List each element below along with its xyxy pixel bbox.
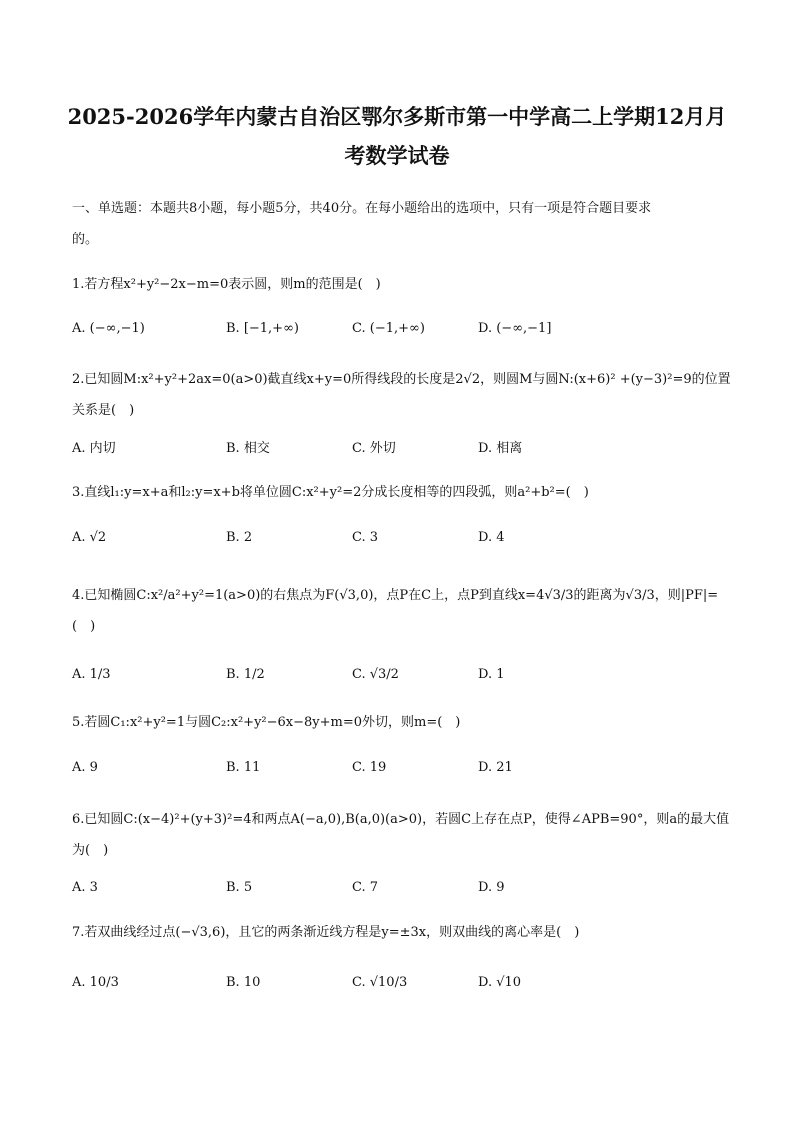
question-7-option-c: C. √10/3	[352, 975, 408, 990]
question-7-option-d: D. √10	[478, 975, 522, 990]
question-1-stem: 1.若方程x²+y²−2x−m=0表示圆，则m的范围是( )	[72, 277, 381, 292]
question-2-stem: 2.已知圆M:x²+y²+2ax=0(a>0)截直线x+y=0所得线段的长度是2√2，则圆M与圆N:(x+6)² +(y−3)²=9的位置关系是( )	[72, 372, 731, 418]
section-heading-line-1: 一、单选题：本题共8小题，每小题5分，共40分。在每小题给出的选项中，只有一项是符合题目要求	[72, 201, 652, 216]
section-heading-line-2: 的。	[72, 232, 99, 247]
question-6-option-d: D. 9	[478, 880, 505, 895]
question-3-option-d: D. 4	[478, 530, 505, 545]
question-6-option-c: C. 7	[352, 880, 379, 895]
question-5-option-b: B. 11	[226, 760, 261, 775]
question-4-option-c: C. √3/2	[352, 667, 399, 682]
question-6-option-b: B. 5	[226, 880, 253, 895]
question-1-option-d: D. (−∞,−1]	[478, 321, 552, 336]
question-5-option-d: D. 21	[478, 760, 513, 775]
question-6-stem: 6.已知圆C:(x−4)²+(y+3)²=4和两点A(−a,0),B(a,0)(a>0)，若圆C上存在点P，使得∠APB=90°，则a的最大值为( )	[72, 812, 730, 858]
question-2-option-c: C. 外切	[352, 441, 396, 456]
question-5-option-a: A. 9	[72, 760, 98, 775]
question-1-option-b: B. [−1,+∞)	[226, 321, 299, 336]
question-3-option-b: B. 2	[226, 530, 253, 545]
question-4-option-d: D. 1	[478, 667, 505, 682]
question-5-option-c: C. 19	[352, 760, 387, 775]
question-5-stem: 5.若圆C₁:x²+y²=1与圆C₂:x²+y²−6x−8y+m=0外切，则m=( )	[72, 715, 461, 730]
question-1-option-c: C. (−1,+∞)	[352, 321, 425, 336]
question-6-option-a: A. 3	[72, 880, 98, 895]
question-1-option-a: A. (−∞,−1)	[72, 321, 145, 336]
question-4-stem: 4.已知椭圆C:x²/a²+y²=1(a>0)的右焦点为F(√3,0)，点P在C上，点P到直线x=4√3/3的距离为√3/3，则|PF|=( )	[72, 588, 719, 634]
exam-title-line-2: 考数学试卷	[344, 143, 450, 168]
question-2-option-b: B. 相交	[226, 441, 270, 456]
question-3-option-a: A. √2	[72, 530, 107, 545]
question-3-stem: 3.直线l₁:y=x+a和l₂:y=x+b将单位圆C:x²+y²=2分成长度相等的四段弧，则a²+b²=( )	[72, 485, 589, 500]
exam-title-line-1: 2025-2026学年内蒙古自治区鄂尔多斯市第一中学高二上学期12月月	[67, 104, 727, 129]
question-7-option-b: B. 10	[226, 975, 261, 990]
question-4-option-b: B. 1/2	[226, 667, 265, 682]
question-3-option-c: C. 3	[352, 530, 379, 545]
question-7-stem: 7.若双曲线经过点(−√3,6)，且它的两条渐近线方程是y=±3x，则双曲线的离心率是( )	[72, 925, 580, 940]
question-7-option-a: A. 10/3	[72, 975, 119, 990]
question-2-option-a: A. 内切	[72, 441, 116, 456]
question-2-option-d: D. 相离	[478, 441, 523, 456]
question-4-option-a: A. 1/3	[72, 667, 111, 682]
